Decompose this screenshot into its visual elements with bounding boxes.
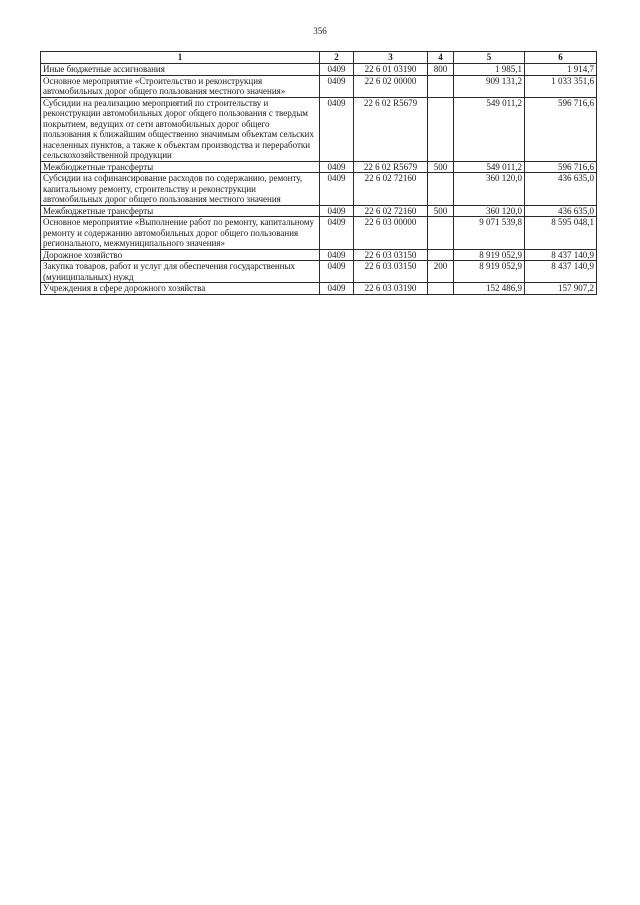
section-code: 0409	[320, 261, 354, 283]
amount-year-2: 1 914,7	[525, 64, 597, 76]
section-code: 0409	[320, 75, 354, 97]
row-name: Закупка товаров, работ и услуг для обеспечения государственных (муниципальных) нужд	[41, 261, 320, 283]
amount-year-2: 596 716,6	[525, 161, 597, 173]
column-header-2: 2	[320, 52, 354, 64]
target-article-code: 22 6 03 03150	[354, 261, 428, 283]
amount-year-1: 9 071 539,8	[454, 217, 525, 250]
expense-type-code	[428, 217, 454, 250]
target-article-code: 22 6 01 03190	[354, 64, 428, 76]
row-name: Субсидии на софинансирование расходов по содержанию, ремонту, капитальному ремонту, строительству и реконструкции автомобильных дорог общего пользования местного значения	[41, 173, 320, 206]
column-header-1: 1	[41, 52, 320, 64]
row-name: Иные бюджетные ассигнования	[41, 64, 320, 76]
amount-year-2: 596 716,6	[525, 97, 597, 161]
expense-type-code: 200	[428, 261, 454, 283]
row-name: Основное мероприятие «Выполнение работ по ремонту, капитальному ремонту и содержанию автомобильных дорог общего пользования регионального, межмуниципального значения»	[41, 217, 320, 250]
amount-year-2: 157 907,2	[525, 283, 597, 295]
row-name: Межбюджетные трансферты	[41, 205, 320, 217]
amount-year-1: 8 919 052,9	[454, 261, 525, 283]
amount-year-2: 8 437 140,9	[525, 249, 597, 261]
section-code: 0409	[320, 217, 354, 250]
amount-year-1: 909 131,2	[454, 75, 525, 97]
amount-year-2: 8 437 140,9	[525, 261, 597, 283]
section-code: 0409	[320, 97, 354, 161]
table-row	[41, 161, 597, 173]
table-row	[41, 97, 597, 161]
amount-year-1: 549 011,2	[454, 161, 525, 173]
table-row	[41, 283, 597, 295]
target-article-code: 22 6 02 72160	[354, 173, 428, 206]
section-code: 0409	[320, 249, 354, 261]
column-header-5: 5	[454, 52, 525, 64]
section-code: 0409	[320, 64, 354, 76]
expense-type-code: 800	[428, 64, 454, 76]
section-code: 0409	[320, 173, 354, 206]
target-article-code: 22 6 02 R5679	[354, 97, 428, 161]
table-row	[41, 75, 597, 97]
amount-year-1: 152 486,9	[454, 283, 525, 295]
row-name: Учреждения в сфере дорожного хозяйства	[41, 283, 320, 295]
expense-type-code	[428, 97, 454, 161]
amount-year-1: 1 985,1	[454, 64, 525, 76]
expense-type-code: 500	[428, 205, 454, 217]
amount-year-1: 8 919 052,9	[454, 249, 525, 261]
table-row	[41, 205, 597, 217]
page-number: 356	[313, 26, 327, 36]
section-code: 0409	[320, 205, 354, 217]
target-article-code: 22 6 03 00000	[354, 217, 428, 250]
section-code: 0409	[320, 283, 354, 295]
column-header-4: 4	[428, 52, 454, 64]
expense-type-code: 500	[428, 161, 454, 173]
row-name: Межбюджетные трансферты	[41, 161, 320, 173]
row-name: Основное мероприятие «Строительство и реконструкция автомобильных дорог общего пользования местного значения»	[41, 75, 320, 97]
amount-year-1: 360 120,0	[454, 205, 525, 217]
target-article-code: 22 6 02 72160	[354, 205, 428, 217]
column-header-3: 3	[354, 52, 428, 64]
amount-year-1: 360 120,0	[454, 173, 525, 206]
table-row	[41, 249, 597, 261]
amount-year-2: 1 033 351,6	[525, 75, 597, 97]
table-row	[41, 217, 597, 250]
table-row	[41, 261, 597, 283]
amount-year-2: 436 635,0	[525, 173, 597, 206]
expense-type-code	[428, 173, 454, 206]
row-name: Дорожное хозяйство	[41, 249, 320, 261]
amount-year-2: 8 595 048,1	[525, 217, 597, 250]
table-header-row	[41, 52, 597, 64]
target-article-code: 22 6 02 00000	[354, 75, 428, 97]
budget-table	[40, 51, 597, 295]
amount-year-1: 549 011,2	[454, 97, 525, 161]
expense-type-code	[428, 283, 454, 295]
table-row	[41, 64, 597, 76]
target-article-code: 22 6 03 03150	[354, 249, 428, 261]
target-article-code: 22 6 03 03190	[354, 283, 428, 295]
expense-type-code	[428, 75, 454, 97]
expense-type-code	[428, 249, 454, 261]
row-name: Субсидии на реализацию мероприятий по строительству и реконструкции автомобильных дорог общего пользования с твердым покрытием, ведущих от сети автомобильных дорог общего пользования к ближайшим общественно значимым объектам сельских населенных пунктов, а также к объектам производства и переработки сельскохозяйственной продукции	[41, 97, 320, 161]
amount-year-2: 436 635,0	[525, 205, 597, 217]
column-header-6: 6	[525, 52, 597, 64]
table-row	[41, 173, 597, 206]
target-article-code: 22 6 02 R5679	[354, 161, 428, 173]
section-code: 0409	[320, 161, 354, 173]
